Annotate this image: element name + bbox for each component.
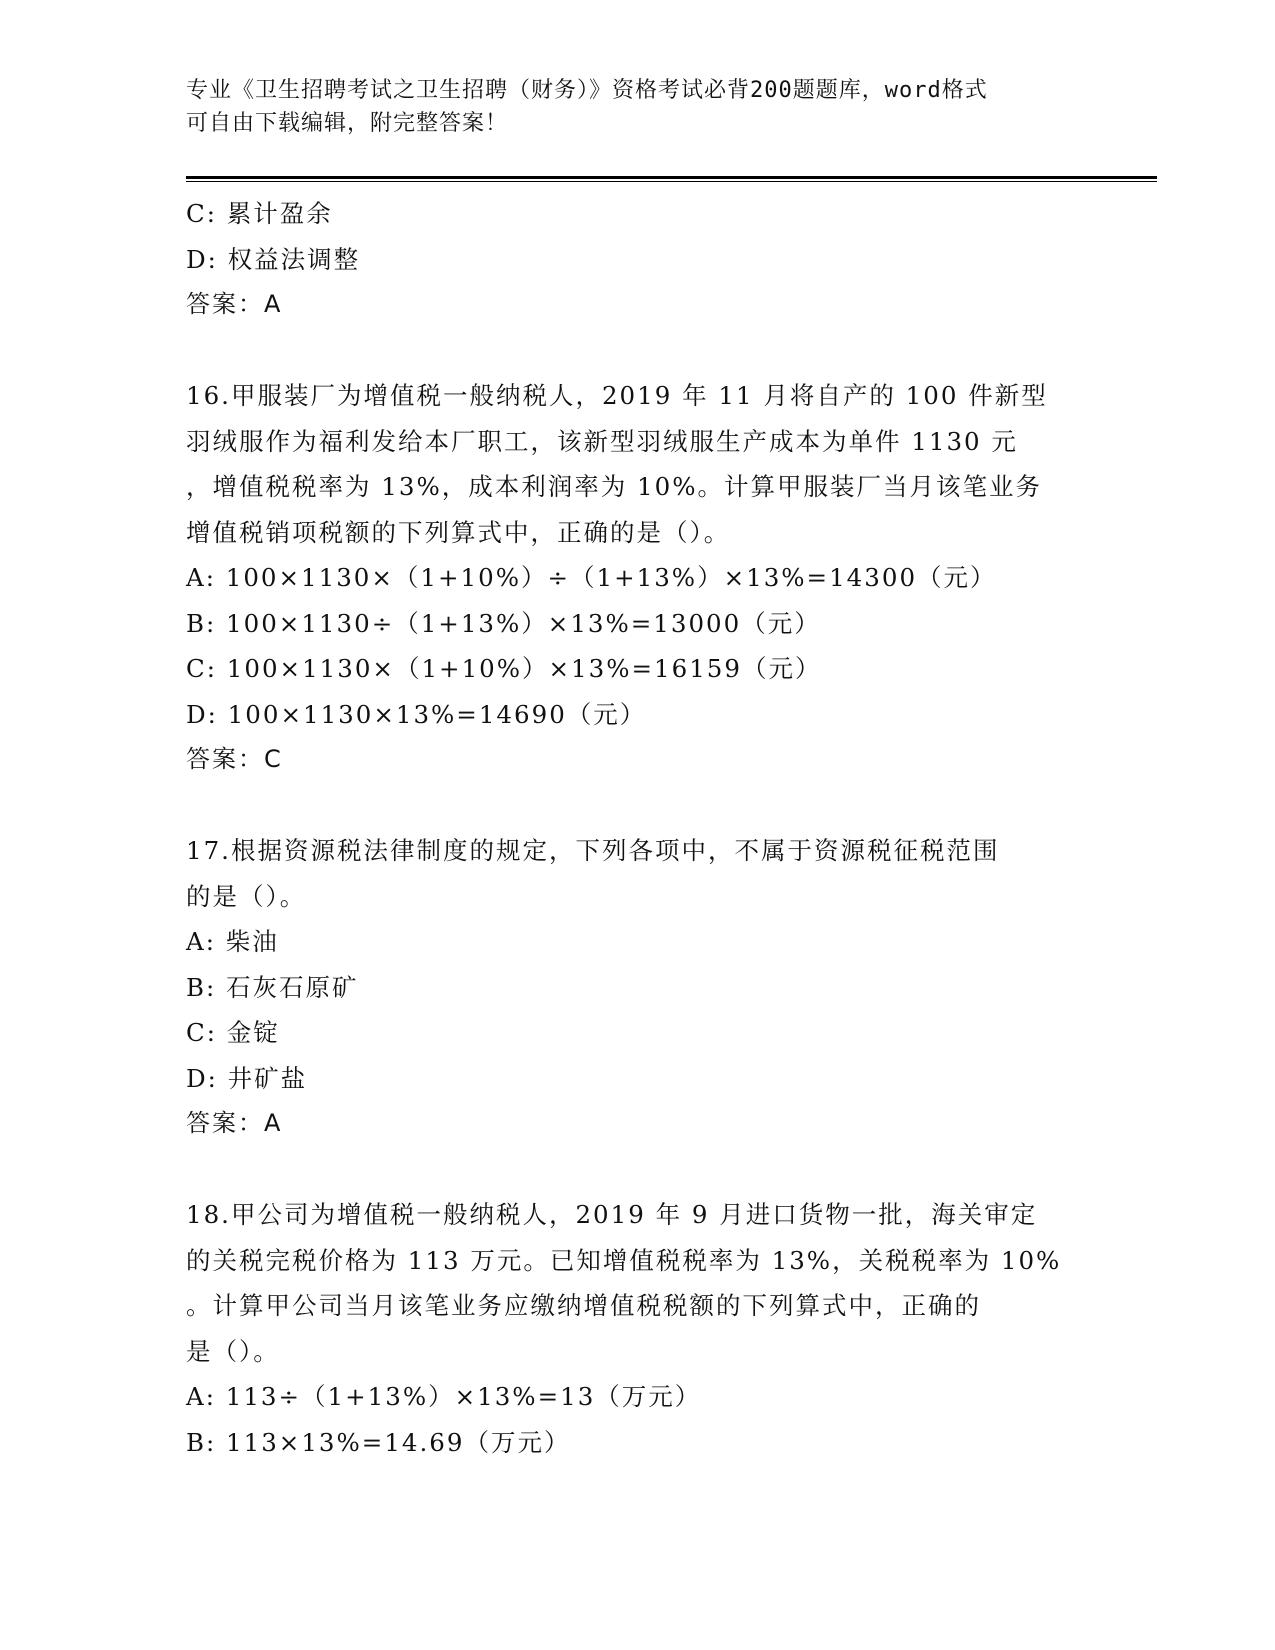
option-c: C: 累计盈余 — [186, 199, 333, 228]
header-line-2: 可自由下载编辑，附完整答案！ — [186, 111, 509, 136]
option-c: C: 100×1130×（1+10%）×13%=16159（元） — [186, 654, 822, 683]
answer-line: 答案：A — [186, 1109, 283, 1137]
option-a: A: 100×1130×（1+10%）÷（1+13%）×13%=14300（元） — [186, 563, 997, 592]
question-stem-line: 17.根据资源税法律制度的规定，下列各项中，不属于资源税征税范围 — [186, 836, 1000, 865]
header-divider-thin — [186, 181, 1157, 182]
option-b: B: 113×13%=14.69（万元） — [186, 1427, 571, 1457]
question-stem-line: 的关税完税价格为 113 万元。已知增值税税率为 13%，关税税率为 10% — [186, 1245, 1062, 1275]
header-line-1: 专业《卫生招聘考试之卫生招聘（财务）》资格考试必背200题题库，word格式 — [186, 78, 988, 103]
question-stem-line: 18.甲公司为增值税一般纳税人，2019 年 9 月进口货物一批，海关审定 — [186, 1200, 1038, 1229]
question-stem-line: ，增值税税率为 13%，成本利润率为 10%。计算甲服装厂当月该笔业务 — [186, 472, 1042, 501]
question-17 — [186, 828, 1086, 1147]
option-b: B: 100×1130÷（1+13%）×13%=13000（元） — [186, 608, 821, 638]
question-18 — [186, 1192, 1086, 1465]
question-stem-line: 。计算甲公司当月该笔业务应缴纳增值税税额的下列算式中，正确的 — [186, 1291, 981, 1320]
option-a: A: 113÷（1+13%）×13%=13（万元） — [186, 1382, 702, 1411]
option-d: D: 井矿盐 — [186, 1063, 308, 1093]
question-stem-line: 羽绒服作为福利发给本厂职工，该新型羽绒服生产成本为单件 1130 元 — [186, 426, 1018, 456]
question-16 — [186, 373, 1086, 783]
question-stem-line: 的是（）。 — [186, 881, 307, 911]
spacer — [186, 783, 1086, 829]
answer-line: 答案：C — [186, 745, 283, 773]
spacer — [186, 1147, 1086, 1193]
option-d: D: 100×1130×13%=14690（元） — [186, 699, 647, 729]
option-b: B: 石灰石原矿 — [186, 972, 359, 1002]
question-stem-line: 16.甲服装厂为增值税一般纳税人，2019 年 11 月将自产的 100 件新型 — [186, 381, 1048, 410]
document-body — [186, 191, 1086, 1465]
question-15-tail — [186, 191, 1086, 328]
option-a: A: 柴油 — [186, 927, 279, 956]
spacer — [186, 328, 1086, 374]
question-stem-line: 是（）。 — [186, 1336, 280, 1366]
question-stem-line: 增值税销项税额的下列算式中，正确的是（）。 — [186, 517, 731, 547]
header-divider-thick — [186, 176, 1157, 179]
option-c: C: 金锭 — [186, 1018, 280, 1047]
option-d: D: 权益法调整 — [186, 244, 361, 274]
document-header — [186, 74, 1066, 140]
answer-line: 答案：A — [186, 290, 283, 318]
